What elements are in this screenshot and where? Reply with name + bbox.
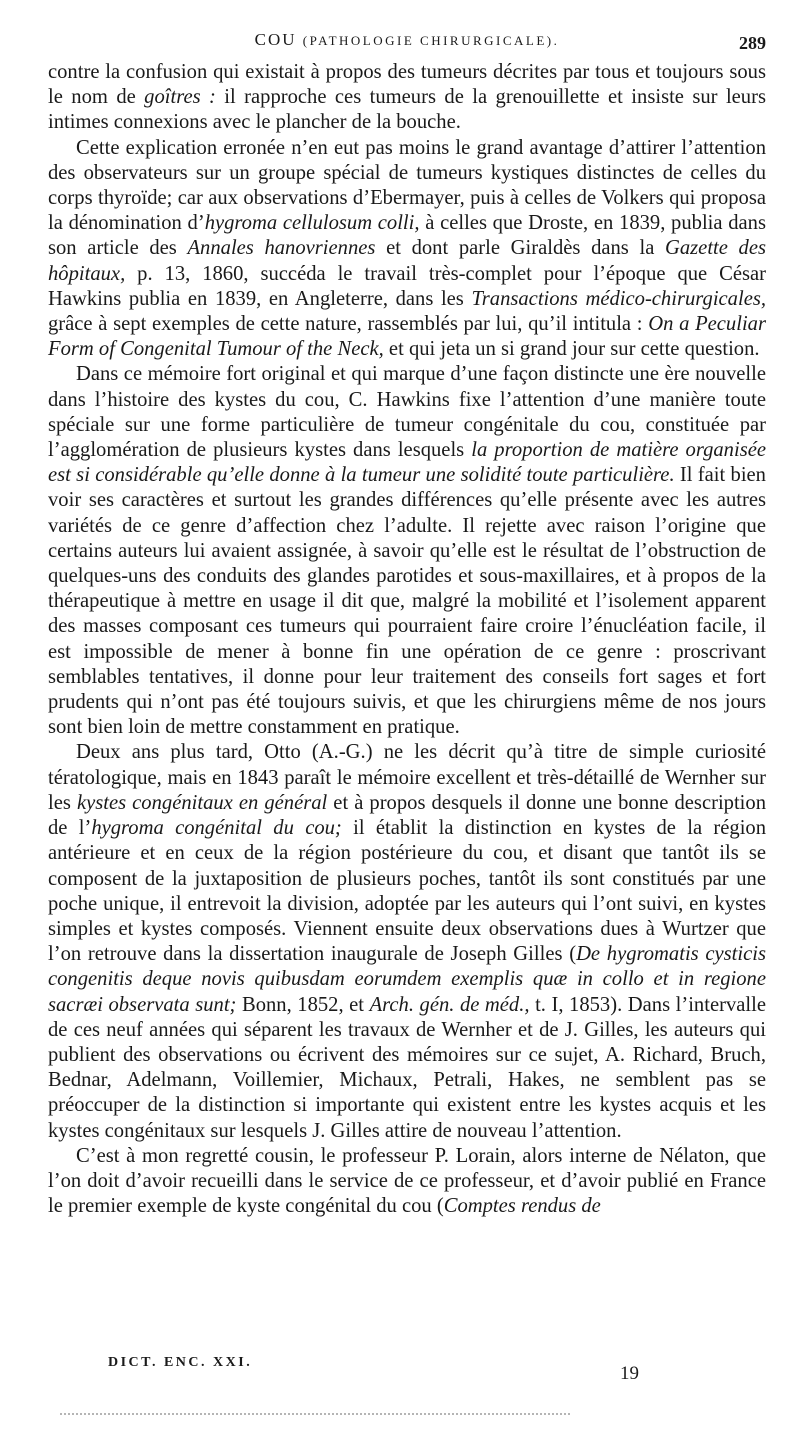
signature-mark: DICT. ENC. XXI. <box>108 1355 253 1370</box>
italic-run: Comptes rendus de <box>443 1195 601 1218</box>
paragraph <box>48 362 766 740</box>
text-run: et à propos desquels il donne une bonne description de l’ <box>48 791 767 840</box>
italic-run: On a Peculiar Form of Congenital Tumour of the Neck, <box>48 313 766 361</box>
text-run: p. 13, 1860, succéda le travail très-complet pour l’époque que César Hawkins publia en 1839, en Angleterre, dans les <box>48 262 766 310</box>
scan-artifact-line <box>60 1413 570 1415</box>
italic-run: hygroma cellulosum colli, <box>204 212 420 235</box>
italic-run: Annales hanovriennes <box>187 237 376 260</box>
paragraph <box>48 740 766 1143</box>
text-run: grâce à sept exemples de cette nature, rassemblés par lui, qu’il intitula : <box>48 313 649 336</box>
italic-run: hygroma congénital du cou; <box>91 817 342 840</box>
running-title-main: COU <box>254 30 297 49</box>
running-title-sub: (PATHOLOGIE CHIRURGICALE). <box>302 33 560 48</box>
text-run: et qui jeta un si grand jour sur cette question. <box>383 338 760 361</box>
text-run: contre la confusion qui existait à propos des tumeurs décrites par tous et toujours sous le nom de <box>48 61 766 109</box>
paragraph <box>48 1144 766 1220</box>
italic-run: Gazette des hôpitaux, <box>48 237 767 285</box>
text-run: t. I, 1853). Dans l’intervalle de ces neuf années qui séparent les travaux de Wernher et de J. Gilles, les auteurs qui publient des observations ou écrivent des mémoires sur ce sujet, A. Richard, Bruch, Bednar, Adelmann, Voillemier, Michaux, Petrali, Hakes, ne semblent pas se préoccuper de la distinction si importante qui existent entre les kystes acquis et les kystes congénitaux sur lesquels J. Gilles attire de nouveau l’attention. <box>48 993 766 1142</box>
body-text <box>48 60 766 1219</box>
text-run: Deux ans plus tard, Otto (A.-G.) ne les décrit qu’à titre de simple curiosité tératologique, mais en 1843 paraît le mémoire excellent et très-détaillé de Wernher sur les <box>48 741 766 814</box>
italic-run: la proportion de matière organisée est si considérable qu’elle donne à la tumeur une solidité toute particulière. <box>48 439 766 487</box>
page-number: 289 <box>739 33 766 53</box>
paragraph <box>48 60 766 136</box>
italic-run: De hygromatis cysticis congenitis deque novis quibusdam eorumdem exemplis quæ in collo et in regione sacræi observata sunt; <box>48 943 766 1016</box>
text-run: Cette explication erronée n’en eut pas moins le grand avantage d’attirer l’attention des observateurs sur un groupe spécial de tumeurs kystiques distinctes de celles du corps thyroïde; car aux observations d’Ebermayer, puis à celles de Volkers qui proposa la dénomination d’ <box>48 136 766 235</box>
text-run: à celles que Droste, en 1839, publia dans son article des <box>48 212 766 260</box>
sheet-number: 19 <box>620 1363 639 1384</box>
text-run: Bonn, 1852, et <box>236 993 370 1016</box>
running-title <box>48 30 766 50</box>
text-run: C’est à mon regretté cousin, le professeur P. Lorain, alors interne de Nélaton, que l’on doit d’avoir recueilli dans le service de ce professeur, et d’avoir publié en France le premier exemple de kyste congénital du cou ( <box>48 1144 766 1218</box>
italic-run: Transactions médico-chirurgicales, <box>471 287 766 310</box>
text-run: il rapproche ces tumeurs de la grenouillette et insiste sur leurs intimes connexions avec le plancher de la bouche. <box>48 86 766 134</box>
italic-run: Arch. gén. de méd., <box>369 993 530 1016</box>
text-run: Il fait bien voir ses caractères et surtout les grandes différences qu’elle présente avec les autres variétés de ce genre d’affection chez l’adulte. Il rejette avec raison l’origine que certains auteurs lui avaient assignée, à savoir qu’elle est le résultat de l’obstruction de quelques-uns des conduits des glandes parotides et sous-maxillaires, et à propos de la thérapeutique à mettre en usage il dit que, malgré la mobilité et l’isolement apparent des masses composant ces tumeurs qui pourraient faire croire l’énucléation facile, il est impossible de mener à bonne fin une opération de ce genre : proscrivant semblables tentatives, il donne pour leur traitement des conseils fort sages et fort prudents qui n’ont pas été toujours suivis, et que les chirurgiens même de nos jours sont bien loin de mettre constamment en pratique. <box>48 464 766 739</box>
italic-run: goîtres : <box>144 86 216 109</box>
italic-run: kystes congénitaux en général <box>76 791 328 814</box>
running-header <box>48 30 766 60</box>
paragraph <box>48 136 766 363</box>
text-run: et dont parle Giraldès dans la <box>375 237 665 260</box>
text-run: Dans ce mémoire fort original et qui marque d’une façon distincte une ère nouvelle dans l’histoire des kystes du cou, C. Hawkins fixe l’attention d’une manière toute spéciale sur une forme particulière de tumeur congénitale du cou, constituée par l’agglomération de plusieurs kystes dans lesquels <box>48 363 766 462</box>
text-run: il établit la distinction en kystes de la région antérieure et en ceux de la région postérieure du cou, et disant que tantôt ils se composent de la juxtaposition de plusieurs poches, tantôt ils sont constitués par une poche unique, il entrevoit la division, adoptée par les auteurs qui l’ont suivi, en kystes simples et kystes composés. Viennent ensuite deux observations dues à Wurtzer que l’on retrouve dans la dissertation inaugurale de Joseph Gilles ( <box>48 817 767 966</box>
